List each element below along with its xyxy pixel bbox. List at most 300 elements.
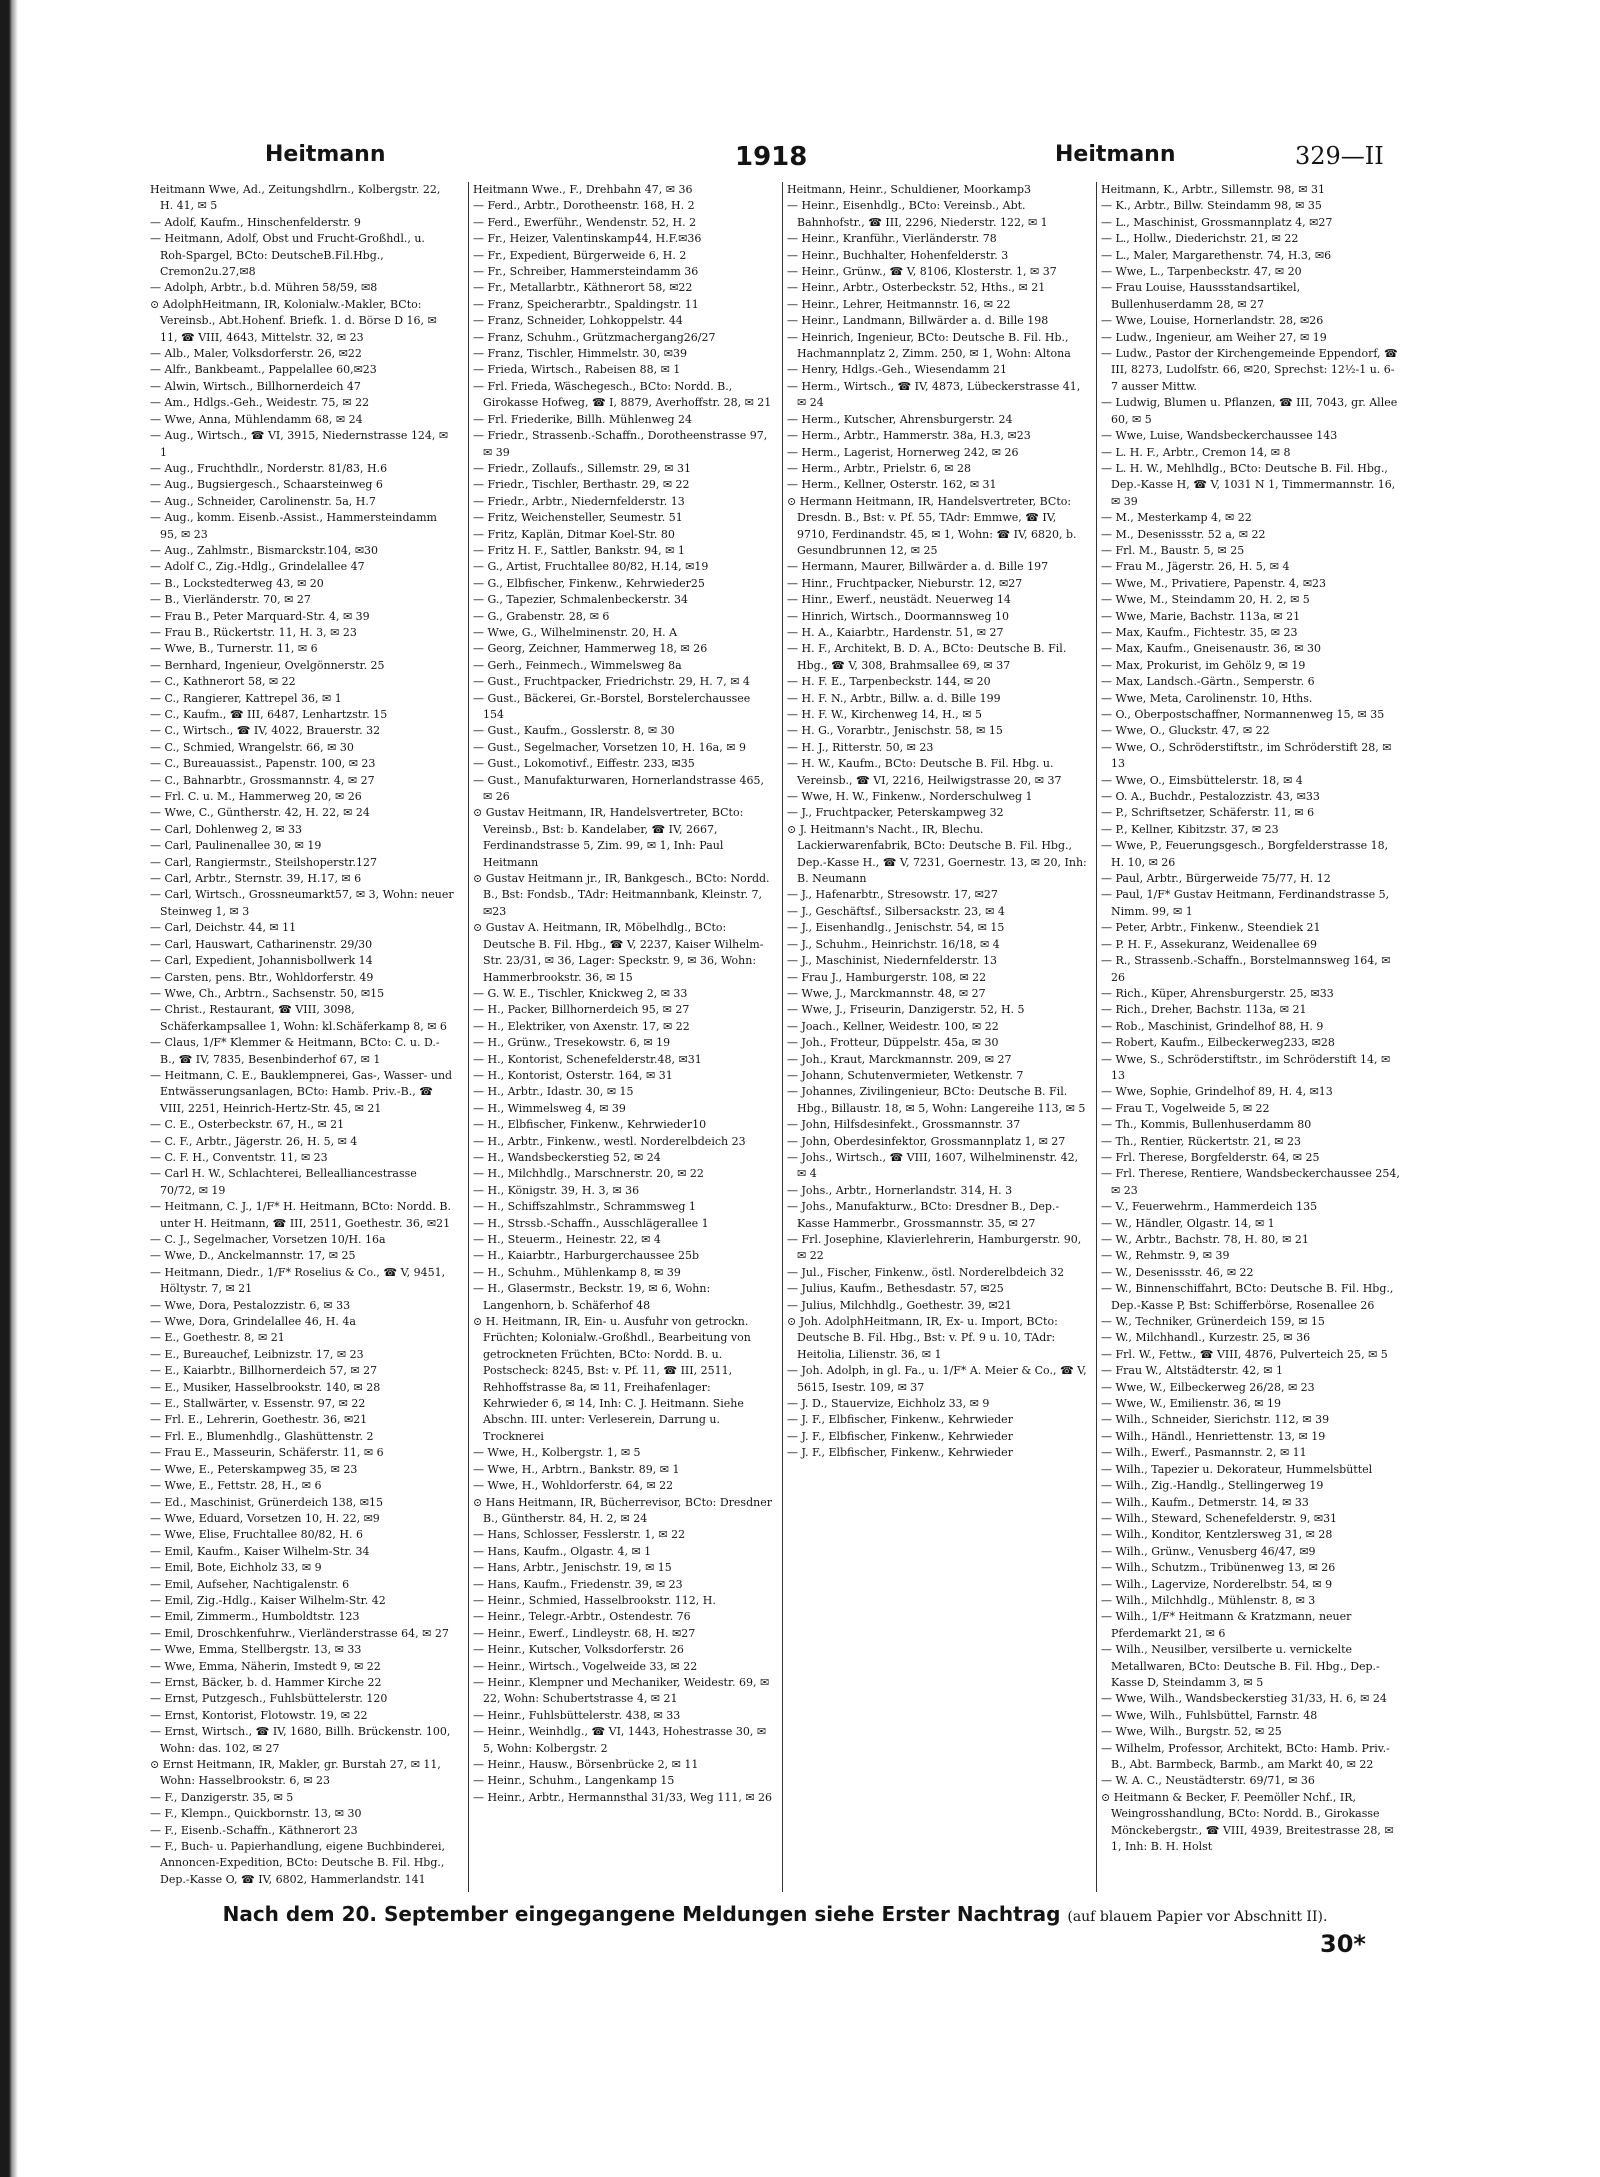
directory-entry: — Wilh., Lagervize, Norderelbstr. 54, ✉ 9 <box>1101 1577 1333 1591</box>
directory-entry: — Aug., komm. Eisenb.-Assist., Hammersteindamm 95, ✉ 23 <box>150 511 437 541</box>
directory-entry: — Wwe, M., Steindamm 20, H. 2, ✉ 5 <box>1101 593 1310 607</box>
directory-entry: — Wwe, Emma, Stellbergstr. 13, ✉ 33 <box>150 1643 362 1657</box>
directory-entry: — B., Vierländerstr. 70, ✉ 27 <box>150 593 311 607</box>
column-1 <box>150 182 454 1892</box>
directory-entry: — Wwe, E., Peterskampweg 35, ✉ 23 <box>150 1462 358 1476</box>
header-left-name: Heitmann <box>265 142 386 167</box>
directory-entry: — Wwe, Dora, Grindelallee 46, H. 4a <box>150 1315 356 1329</box>
directory-entry: ⊙ Gustav Heitmann, IR, Handelsvertreter, BCto: Vereinsb., Bst: b. Kandelaber, ☎ IV, 2667, Ferdinandstrasse 5, Zim. 99, ✉ 1, Inh: Paul Heitmann <box>473 806 744 869</box>
directory-entry: — H. F. E., Tarpenbeckstr. 144, ✉ 20 <box>787 675 991 689</box>
directory-entry: — Ferd., Arbtr., Dorotheenstr. 168, H. 2 <box>473 199 695 213</box>
directory-entry: — J., Schuhm., Heinrichstr. 16/18, ✉ 4 <box>787 937 1000 951</box>
directory-entry: — Friedr., Arbtr., Niedernfelderstr. 13 <box>473 494 685 508</box>
directory-entry: ⊙ Gustav A. Heitmann, IR, Möbelhdlg., BCto: Deutsche B. Fil. Hbg., ☎ V, 2237, Kaiser Wilhelm-Str. 23/31, ✉ 36, Lager: Speckstr. 9, ✉ 36, Wohn: Hammerbrookstr. 36, ✉ 15 <box>473 921 764 984</box>
directory-entry: — Franz, Speicherarbtr., Spaldingstr. 11 <box>473 297 699 311</box>
directory-entry: — Hinr., Fruchtpacker, Nieburstr. 12, ✉27 <box>787 576 1023 590</box>
directory-entry: — Johs., Manufakturw., BCto: Dresdner B., Dep.-Kasse Hammerbr., Grossmannstr. 35, ✉ 27 <box>787 1200 1060 1230</box>
directory-entry: — Frau M., Jägerstr. 26, H. 5, ✉ 4 <box>1101 560 1290 574</box>
directory-entry: — Frl. Therese, Borgfelderstr. 64, ✉ 25 <box>1101 1150 1320 1164</box>
directory-entry: — C. F., Arbtr., Jägerstr. 26, H. 5, ✉ 4 <box>150 1134 358 1148</box>
directory-entry: — Wwe, H. W., Finkenw., Norderschulweg 1 <box>787 790 1033 804</box>
directory-entry: — Wwe, M., Privatiere, Papenstr. 4, ✉23 <box>1101 576 1327 590</box>
directory-entry: — H., Steuerm., Heinestr. 22, ✉ 4 <box>473 1233 661 1246</box>
column-3 <box>782 182 1087 1892</box>
directory-entry: — W., Techniker, Grünerdeich 159, ✉ 15 <box>1101 1315 1325 1329</box>
directory-entry: — Wwe, Wilh., Fuhlsbüttel, Farnstr. 48 <box>1101 1708 1318 1722</box>
directory-entry: — Wilh., Grünw., Venusberg 46/47, ✉9 <box>1101 1544 1316 1558</box>
directory-entry: — Frau B., Rückertstr. 11, H. 3, ✉ 23 <box>150 625 357 639</box>
directory-entry: — Carl H. W., Schlachterei, Bellealliancestrasse 70/72, ✉ 19 <box>150 1167 417 1197</box>
footer-notice-text: Nach dem 20. September eingegangene Meldungen siehe Erster Nachtrag <box>222 1902 1061 1926</box>
directory-entry: — Gust., Lokomotivf., Eiffestr. 233, ✉35 <box>473 757 695 771</box>
directory-entry: — Frl. Friederike, Billh. Mühlenweg 24 <box>473 412 693 426</box>
directory-entry: — Wwe, Sophie, Grindelhof 89, H. 4, ✉13 <box>1101 1085 1333 1099</box>
directory-entry: — C., Schmied, Wrangelstr. 66, ✉ 30 <box>150 740 354 754</box>
directory-entry: — Rich., Dreher, Bachstr. 113a, ✉ 21 <box>1101 1003 1307 1017</box>
directory-entry: — Henry, Hdlgs.-Geh., Wiesendamm 21 <box>787 363 1007 377</box>
directory-entry: — Herm., Arbtr., Hammerstr. 38a, H.3, ✉23 <box>787 429 1031 443</box>
directory-entry: — Frau E., Masseurin, Schäferstr. 11, ✉ 6 <box>150 1446 384 1460</box>
directory-entry: — Frl. Frieda, Wäschegesch., BCto: Nordd. B., Girokasse Hofweg, ☎ I, 8879, Averhoffstr. 28, ✉ 21 <box>473 379 772 410</box>
directory-entry: ⊙ J. Heitmann's Nacht., IR, Blechu. Lackierwarenfabrik, BCto: Deutsche B. Fil. Hbg., Dep.-Kasse H., ☎ V, 7231, Goernestr. 13, ✉ 20, Inh: B. Neumann <box>787 822 1087 886</box>
directory-entry: — Heinr., Landmann, Billwärder a. d. Bille 198 <box>787 314 1049 328</box>
directory-entry: — Wwe, Dora, Pestalozzistr. 6, ✉ 33 <box>150 1298 351 1312</box>
column-4 <box>1096 182 1401 1892</box>
directory-entry: — Alwin, Wirtsch., Billhornerdeich 47 <box>150 379 361 393</box>
directory-entry: — Frl. E., Lehrerin, Goethestr. 36, ✉21 <box>150 1413 368 1427</box>
directory-entry: — Gerh., Feinmech., Wimmelsweg 8a <box>473 658 682 672</box>
directory-entry: — Carl, Wirtsch., Grossneumarkt57, ✉ 3, Wohn: neuer Steinweg 1, ✉ 3 <box>150 888 454 918</box>
directory-entry: — W., Milchhandl., Kurzestr. 25, ✉ 36 <box>1101 1331 1311 1345</box>
directory-entry: — L. H. W., Mehlhdlg., BCto: Deutsche B. Fil. Hbg., Dep.-Kasse H, ☎ V, 1031 N 1, Timmermannstr. 16, ✉ 39 <box>1101 461 1396 508</box>
directory-entry: — Heitmann, C. E., Bauklempnerei, Gas-, Wasser- und Entwässerungsanlagen, BCto: Hamb. Priv.-B., ☎ VIII, 2251, Heinrich-Hertz-Str. 45, ✉ 21 <box>150 1068 453 1115</box>
directory-entry: — H., Königstr. 39, H. 3, ✉ 36 <box>473 1183 640 1197</box>
directory-entry: — Wilh., Konditor, Kentzlersweg 31, ✉ 28 <box>1101 1528 1333 1542</box>
directory-entry: — Heinr., Wirtsch., Vogelweide 33, ✉ 22 <box>473 1659 698 1673</box>
directory-entry: — Wwe, Elise, Fruchtallee 80/82, H. 6 <box>150 1528 363 1542</box>
directory-entry: — Peter, Arbtr., Finkenw., Steendiek 21 <box>1101 921 1321 935</box>
directory-entry: — W., Rehmstr. 9, ✉ 39 <box>1101 1249 1230 1263</box>
directory-entry: — Heinr., Eisenhdlg., BCto: Vereinsb., Abt. Bahnhofstr., ☎ III, 2296, Niederstr. 122, ✉ 1 <box>787 199 1048 229</box>
directory-entry: — Heinr., Buchhalter, Hohenfelderstr. 3 <box>787 248 1009 262</box>
directory-entry: — Emil, Zig.-Hdlg., Kaiser Wilhelm-Str. 42 <box>150 1593 386 1607</box>
directory-entry: — H., Wimmelsweg 4, ✉ 39 <box>473 1101 626 1115</box>
directory-entry: — H. F. N., Arbtr., Billw. a. d. Bille 199 <box>787 691 1001 705</box>
header-year: 1918 <box>735 142 808 172</box>
directory-entry: — Heinr., Arbtr., Osterbeckstr. 52, Hths., ✉ 21 <box>787 281 1046 295</box>
directory-entry: — Herm., Wirtsch., ☎ IV, 4873, Lübeckerstrasse 41, ✉ 24 <box>787 379 1081 410</box>
directory-entry: — Frau Louise, Haussstandsartikel, Bullenhuserdamm 28, ✉ 27 <box>1101 281 1301 311</box>
directory-entry: — H. J., Ritterstr. 50, ✉ 23 <box>787 740 934 754</box>
directory-entry: — F., Danzigerstr. 35, ✉ 5 <box>150 1790 294 1804</box>
directory-entry: — H., Arbtr., Idastr. 30, ✉ 15 <box>473 1085 634 1099</box>
directory-entry: — Heinr., Weinhdlg., ☎ VI, 1443, Hohestrasse 30, ✉ 5, Wohn: Kolbergstr. 2 <box>473 1725 767 1755</box>
directory-entry: — Wilh., Milchhdlg., Mühlenstr. 8, ✉ 3 <box>1101 1593 1316 1607</box>
directory-entry: — C. F. H., Conventstr. 11, ✉ 23 <box>150 1150 328 1164</box>
directory-entry: — Wwe, H., Kolbergstr. 1, ✉ 5 <box>473 1446 641 1460</box>
directory-entry: — H. F., Architekt, B. D. A., BCto: Deutsche B. Fil. Hbg., ☎ V, 308, Brahmsallee 69, ✉ 37 <box>787 642 1067 672</box>
directory-entry: — E., Bureauchef, Leibnizstr. 17, ✉ 23 <box>150 1347 364 1361</box>
directory-entry: — C. J., Segelmacher, Vorsetzen 10/H. 16a <box>150 1233 386 1246</box>
directory-entry: — J. D., Stauervize, Eichholz 33, ✉ 9 <box>787 1397 990 1411</box>
directory-entry: ⊙ Gustav Heitmann jr., IR, Bankgesch., BCto: Nordd. B., Bst: Fondsb., TAdr: Heitmannbank, Kleinstr. 7, ✉23 <box>473 872 770 918</box>
directory-entry: — Rich., Küper, Ahrensburgerstr. 25, ✉33 <box>1101 986 1334 1000</box>
directory-entry: — J., Geschäftsf., Silbersackstr. 23, ✉ 4 <box>787 904 1005 918</box>
directory-entry: — H., Wandsbeckerstieg 52, ✉ 24 <box>473 1150 661 1164</box>
directory-entry: — F., Eisenb.-Schaffn., Käthnerort 23 <box>150 1823 358 1837</box>
directory-entry: — Hans, Kaufm., Friedenstr. 39, ✉ 23 <box>473 1577 683 1591</box>
directory-entry: — Joh. Adolph, in gl. Fa., u. 1/F* A. Meier & Co., ☎ V, 5615, Isestr. 109, ✉ 37 <box>787 1364 1087 1394</box>
directory-entry: — Frau T., Vogelweide 5, ✉ 22 <box>1101 1101 1270 1115</box>
directory-entry: — Wwe, O., Gluckstr. 47, ✉ 22 <box>1101 724 1270 738</box>
directory-entry: — H., Elektriker, von Axenstr. 17, ✉ 22 <box>473 1019 690 1033</box>
directory-entry: — Johs., Wirtsch., ☎ VIII, 1607, Wilhelminenstr. 42, ✉ 4 <box>787 1150 1079 1181</box>
directory-entry: — Frl. C. u. M., Hammerweg 20, ✉ 26 <box>150 790 362 804</box>
page-header <box>150 142 1400 182</box>
directory-entry: — Fritz, Weichensteller, Seumestr. 51 <box>473 511 683 525</box>
directory-entry: — H. G., Vorarbtr., Jenischstr. 58, ✉ 15 <box>787 724 1003 738</box>
directory-entry: — P., Kellner, Kibitzstr. 37, ✉ 23 <box>1101 822 1279 836</box>
directory-entry: ⊙ AdolphHeitmann, IR, Kolonialw.-Makler, BCto: Vereinsb., Abt.Hohenf. Briefk. 1. d. Börse D 16, ✉ 11, ☎ VIII, 4643, Mittelstr. 32, ✉ 23 <box>150 297 437 344</box>
header-page-number: 329—II <box>1295 142 1384 170</box>
directory-entry: — E., Stallwärter, v. Essenstr. 97, ✉ 22 <box>150 1397 366 1411</box>
directory-entry: — Wwe, Marie, Bachstr. 113a, ✉ 21 <box>1101 609 1301 623</box>
footer-note: (auf blauem Papier vor Abschnitt II). <box>1067 1909 1328 1925</box>
directory-entry: ⊙ Ernst Heitmann, IR, Makler, gr. Burstah 27, ✉ 11, Wohn: Hasselbrookstr. 6, ✉ 23 <box>150 1758 441 1788</box>
directory-entry: — Franz, Schuhm., Grützmachergang26/27 <box>473 330 716 344</box>
directory-entry: — Carl, Arbtr., Sternstr. 39, H.17, ✉ 6 <box>150 872 362 886</box>
directory-entry: — Heinr., Schmied, Hasselbrookstr. 112, H. <box>473 1593 716 1607</box>
footer-notice <box>150 1902 1400 1932</box>
directory-entry: — Ernst, Bäcker, b. d. Hammer Kirche 22 <box>150 1675 382 1689</box>
directory-entry: — Bernhard, Ingenieur, Ovelgönnerstr. 25 <box>150 658 385 672</box>
directory-entry: — Wwe, Wilh., Wandsbeckerstieg 31/33, H. 6, ✉ 24 <box>1101 1692 1387 1706</box>
directory-entry: — H., Packer, Billhornerdeich 95, ✉ 27 <box>473 1003 690 1017</box>
directory-entry: — Alfr., Bankbeamt., Pappelallee 60,✉23 <box>150 363 377 377</box>
directory-entry: — Carsten, pens. Btr., Wohldorferstr. 49 <box>150 970 374 984</box>
directory-entry: — Wwe, Louise, Hornerlandstr. 28, ✉26 <box>1101 314 1324 328</box>
directory-entry: — Georg, Zeichner, Hammerweg 18, ✉ 26 <box>473 642 708 656</box>
directory-entry: — Wwe, J., Marckmannstr. 48, ✉ 27 <box>787 986 986 1000</box>
directory-entry: — Franz, Tischler, Himmelstr. 30, ✉39 <box>473 347 687 361</box>
directory-entry: — L., Maschinist, Grossmannplatz 4, ✉27 <box>1101 215 1333 229</box>
directory-entry: — Johann, Schutenvermieter, Wetkenstr. 7 <box>787 1068 1024 1082</box>
directory-entry: — Wwe, C., Güntherstr. 42, H. 22, ✉ 24 <box>150 806 370 820</box>
directory-entry: — L. H. F., Arbtr., Cremon 14, ✉ 8 <box>1101 445 1291 459</box>
directory-entry: ⊙ Hermann Heitmann, IR, Handelsvertreter, BCto: Dresdn. B., Bst: v. Pf. 55, TAdr: Emmwe, ☎ IV, 9710, Ferdinandstr. 45, ✉ 1, Wohn: ☎ IV, 6820, b. Gesundbrunnen 12, ✉ 25 <box>787 494 1077 557</box>
directory-entry: — Wwe, H., Arbtrn., Bankstr. 89, ✉ 1 <box>473 1462 680 1476</box>
directory-entry: — Wilh., Händl., Henriettenstr. 13, ✉ 19 <box>1101 1429 1326 1443</box>
directory-entry: — H., Milchhdlg., Marschnerstr. 20, ✉ 22 <box>473 1167 704 1181</box>
directory-entry: — Alb., Maler, Volksdorferstr. 26, ✉22 <box>150 347 362 361</box>
directory-entry: — Heinr., Kranführ., Vierländerstr. 78 <box>787 232 997 246</box>
directory-entry: — Carl, Rangiermstr., Steilshoperstr.127 <box>150 855 378 869</box>
directory-entry: — C., Wirtsch., ☎ IV, 4022, Brauerstr. 32 <box>150 724 381 738</box>
directory-entry: — H., Strssb.-Schaffn., Ausschlägerallee 1 <box>473 1216 709 1230</box>
directory-entry: — M., Desenissstr. 52 a, ✉ 22 <box>1101 527 1266 541</box>
directory-entry: — C., Kathnerort 58, ✉ 22 <box>150 675 296 689</box>
directory-entry: — Fr., Schreiber, Hammersteindamm 36 <box>473 265 699 279</box>
directory-entry: — Hans, Schlosser, Fesslerstr. 1, ✉ 22 <box>473 1528 686 1542</box>
directory-entry: — Wilh., Tapezier u. Dekorateur, Hummelsbüttel <box>1101 1462 1373 1476</box>
directory-entry: — J. F., Elbfischer, Finkenw., Kehrwieder <box>787 1446 1013 1460</box>
directory-entry: — Heinr., Arbtr., Hermannsthal 31/33, Weg 111, ✉ 26 <box>473 1790 773 1804</box>
directory-entry: — Wilh., Schutzm., Tribünenweg 13, ✉ 26 <box>1101 1561 1336 1575</box>
directory-entry: — Adolf C., Zig.-Hdlg., Grindelallee 47 <box>150 560 365 574</box>
directory-entry: — G., Tapezier, Schmalenbeckerstr. 34 <box>473 593 688 607</box>
directory-entry: — Wwe, O., Eimsbüttelerstr. 18, ✉ 4 <box>1101 773 1303 787</box>
directory-entry: — G. W. E., Tischler, Knickweg 2, ✉ 33 <box>473 986 688 1000</box>
directory-entry: — Herm., Lagerist, Hornerweg 242, ✉ 26 <box>787 445 1019 459</box>
directory-entry: — R., Strassenb.-Schaffn., Borstelmannsweg 164, ✉ 26 <box>1101 954 1391 984</box>
directory-entry: — B., Lockstedterweg 43, ✉ 20 <box>150 576 324 590</box>
directory-entry: — M., Mesterkamp 4, ✉ 22 <box>1101 511 1252 525</box>
directory-entry: — Wilh., Schneider, Sierichstr. 112, ✉ 39 <box>1101 1413 1330 1427</box>
directory-entry: — J., Fruchtpacker, Peterskampweg 32 <box>787 806 1004 820</box>
directory-entry: — H., Glasermstr., Beckstr. 19, ✉ 6, Wohn: Langenhorn, b. Schäferhof 48 <box>473 1282 711 1312</box>
directory-entry: — Aug., Schneider, Carolinenstr. 5a, H.7 <box>150 494 376 508</box>
directory-entry: — C. E., Osterbeckstr. 67, H., ✉ 21 <box>150 1118 345 1132</box>
directory-entry: — Max, Landsch.-Gärtn., Semperstr. 6 <box>1101 675 1315 689</box>
directory-entry: — Wwe, W., Eilbeckerweg 26/28, ✉ 23 <box>1101 1380 1315 1394</box>
directory-entry: — C., Bureauassist., Papenstr. 100, ✉ 23 <box>150 757 376 771</box>
directory-page <box>150 130 1400 1960</box>
directory-entry: — Adolf, Kaufm., Hinschenfelderstr. 9 <box>150 215 361 229</box>
directory-entry: — J., Eisenhandlg., Jenischstr. 54, ✉ 15 <box>787 921 1005 935</box>
directory-entry: — Jul., Fischer, Finkenw., östl. Norderelbdeich 32 <box>787 1265 1065 1279</box>
directory-entry: — Gust., Manufakturwaren, Hornerlandstrasse 465, ✉ 26 <box>473 773 764 804</box>
directory-entry: — John, Hilfsdesinfekt., Grossmannstr. 37 <box>787 1118 1021 1132</box>
directory-entry: — V., Feuerwehrm., Hammerdeich 135 <box>1101 1200 1318 1214</box>
directory-entry: — H., Kontorist, Osterstr. 164, ✉ 31 <box>473 1068 673 1082</box>
directory-entry: — Frau W., Altstädterstr. 42, ✉ 1 <box>1101 1364 1283 1378</box>
directory-entry: — C., Kaufm., ☎ III, 6487, Lenhartzstr. 15 <box>150 708 388 721</box>
directory-entry: — F., Klempn., Quickbornstr. 13, ✉ 30 <box>150 1807 362 1821</box>
directory-entry: — H., Schiffszahlmstr., Schrammsweg 1 <box>473 1200 696 1214</box>
directory-entry: — Gust., Bäckerei, Gr.-Borstel, Borstelerchaussee 154 <box>473 691 751 721</box>
directory-entry: — H. W., Kaufm., BCto: Deutsche B. Fil. Hbg. u. Vereinsb., ☎ VI, 2216, Heilwigstrasse 20, ✉ 37 <box>787 757 1062 787</box>
directory-entry: — Julius, Kaufm., Bethesdastr. 57, ✉25 <box>787 1282 1004 1296</box>
directory-entry: — Ed., Maschinist, Grünerdeich 138, ✉15 <box>150 1495 383 1509</box>
directory-entry: — H., Kaiarbtr., Harburgerchaussee 25b <box>473 1249 700 1263</box>
scan-edge <box>0 0 18 2177</box>
entry-columns <box>150 182 1400 1892</box>
directory-entry: — E., Kaiarbtr., Billhornerdeich 57, ✉ 27 <box>150 1364 378 1378</box>
directory-entry: — Christ., Restaurant, ☎ VIII, 3098, Schäferkampsallee 1, Wohn: kl.Schäferkamp 8, ✉ 6 <box>150 1003 447 1033</box>
directory-entry: Heitmann Wwe, Ad., Zeitungshdlrn., Kolbergstr. 22, H. 41, ✉ 5 <box>150 183 441 213</box>
directory-entry: — Heinr., Lehrer, Heitmannstr. 16, ✉ 22 <box>787 297 1011 311</box>
directory-entry: — Ferd., Ewerführ., Wendenstr. 52, H. 2 <box>473 215 697 229</box>
directory-entry: — Aug., Zahlmstr., Bismarckstr.104, ✉30 <box>150 543 379 557</box>
directory-entry: — H., Arbtr., Finkenw., westl. Norderelbdeich 23 <box>473 1134 746 1148</box>
directory-entry: — Emil, Aufseher, Nachtigalenstr. 6 <box>150 1577 350 1591</box>
directory-entry: — Wwe, G., Wilhelminenstr. 20, H. A <box>473 625 678 639</box>
directory-entry: — Hans, Kaufm., Olgastr. 4, ✉ 1 <box>473 1544 652 1558</box>
directory-entry: — H. A., Kaiarbtr., Hardenstr. 51, ✉ 27 <box>787 625 1004 639</box>
directory-entry: — Wwe, L., Tarpenbeckstr. 47, ✉ 20 <box>1101 265 1302 279</box>
directory-entry: — G., Grabenstr. 28, ✉ 6 <box>473 609 610 623</box>
column-2 <box>468 182 773 1892</box>
directory-entry: — Fr., Heizer, Valentinskamp44, H.F.✉36 <box>473 232 702 246</box>
directory-entry: — Max, Kaufm., Fichtestr. 35, ✉ 23 <box>1101 625 1298 639</box>
directory-entry: — K., Arbtr., Billw. Steindamm 98, ✉ 35 <box>1101 199 1322 213</box>
directory-entry: — L., Hollw., Diederichstr. 21, ✉ 22 <box>1101 232 1299 246</box>
directory-entry: — Joh., Frotteur, Düppelstr. 45a, ✉ 30 <box>787 1036 999 1050</box>
directory-entry: — Heitmann, C. J., 1/F* H. Heitmann, BCto: Nordd. B. unter H. Heitmann, ☎ III, 2511, Goethestr. 36, ✉21 <box>150 1200 451 1230</box>
directory-entry: — Frl. W., Fettw., ☎ VIII, 4876, Pulverteich 25, ✉ 5 <box>1101 1347 1388 1361</box>
directory-entry: — Wilh., Kaufm., Detmerstr. 14, ✉ 33 <box>1101 1495 1309 1509</box>
directory-entry: — F., Buch- u. Papierhandlung, eigene Buchbinderei, Annoncen-Expedition, BCto: Deutsche B. Fil. Hbg., Dep.-Kasse O, ☎ IV, 6802, Hammerlandstr. 141 <box>150 1840 445 1886</box>
directory-entry: — Max, Prokurist, im Gehölz 9, ✉ 19 <box>1101 658 1306 672</box>
directory-entry: — Heinr., Schuhm., Langenkamp 15 <box>473 1774 675 1788</box>
directory-entry: — Emil, Droschkenfuhrw., Vierländerstrasse 64, ✉ 27 <box>150 1626 449 1640</box>
directory-entry: — Wilh., Ewerf., Pasmannstr. 2, ✉ 11 <box>1101 1446 1307 1460</box>
directory-entry: — Herm., Kellner, Osterstr. 162, ✉ 31 <box>787 478 997 492</box>
directory-entry: — Am., Hdlgs.-Geh., Weidestr. 75, ✉ 22 <box>150 396 370 410</box>
directory-entry: — E., Musiker, Hasselbrookstr. 140, ✉ 28 <box>150 1380 381 1394</box>
sheet-mark: 30* <box>1320 1930 1366 1958</box>
directory-entry: — W., Händler, Olgastr. 14, ✉ 1 <box>1101 1216 1275 1230</box>
directory-entry: — Fr., Metallarbtr., Käthnerort 58, ✉22 <box>473 281 693 295</box>
directory-entry: — Wwe, E., Fettstr. 28, H., ✉ 6 <box>150 1479 322 1493</box>
directory-entry: — Friedr., Strassenb.-Schaffn., Dorotheenstrasse 97, ✉ 39 <box>473 429 768 459</box>
directory-entry: — Wwe, Meta, Carolinenstr. 10, Hths. <box>1101 691 1313 705</box>
directory-entry: — H. F. W., Kirchenweg 14, H., ✉ 5 <box>787 708 982 721</box>
directory-entry: — Frau J., Hamburgerstr. 108, ✉ 22 <box>787 970 987 984</box>
directory-entry: — J., Hafenarbtr., Stresowstr. 17, ✉27 <box>787 888 998 902</box>
directory-entry: — Heinr., Ewerf., Lindleystr. 68, H. ✉27 <box>473 1626 696 1640</box>
directory-entry: — Claus, 1/F* Klemmer & Heitmann, BCto: C. u. D.-B., ☎ IV, 7835, Besenbinderhof 67, ✉ 1 <box>150 1036 440 1066</box>
directory-entry: — Fritz, Kaplän, Ditmar Koel-Str. 80 <box>473 527 675 541</box>
directory-entry: — Frl. M., Baustr. 5, ✉ 25 <box>1101 543 1245 557</box>
directory-entry: — Hermann, Maurer, Billwärder a. d. Bille 197 <box>787 560 1049 574</box>
directory-entry: — John, Oberdesinfektor, Grossmannplatz 1, ✉ 27 <box>787 1134 1066 1148</box>
directory-entry: — Gust., Segelmacher, Vorsetzen 10, H. 16a, ✉ 9 <box>473 740 746 754</box>
directory-entry: — Franz, Schneider, Lohkoppelstr. 44 <box>473 314 683 328</box>
directory-entry: — Ludwig, Blumen u. Pflanzen, ☎ III, 7043, gr. Allee 60, ✉ 5 <box>1101 396 1398 426</box>
directory-entry: — Joh., Kraut, Marckmannstr. 209, ✉ 27 <box>787 1052 1012 1066</box>
header-right-name: Heitmann <box>1055 142 1176 167</box>
directory-entry: — Wilh., Neusilber, versilberte u. vernickelte Metallwaren, BCto: Deutsche B. Fil. Hbg., Dep.-Kasse D, Steindamm 3, ✉ 5 <box>1101 1643 1380 1689</box>
directory-entry: — Fr., Expedient, Bürgerweide 6, H. 2 <box>473 248 687 262</box>
directory-entry: ⊙ Joh. AdolphHeitmann, IR, Ex- u. Import, BCto: Deutsche B. Fil. Hbg., Bst: v. Pf. 9 u. 10, TAdr: Heitolia, Lilienstr. 36, ✉ 1 <box>787 1315 1058 1361</box>
directory-entry: — Heinr., Telegr.-Arbtr., Ostendestr. 76 <box>473 1610 691 1624</box>
directory-entry: — Johannes, Zivilingenieur, BCto: Deutsche B. Fil. Hbg., Billaustr. 18, ✉ 5, Wohn: Langereihe 113, ✉ 5 <box>787 1085 1086 1115</box>
directory-entry: — Ernst, Putzgesch., Fuhlsbüttelerstr. 120 <box>150 1692 388 1706</box>
directory-entry: — Wwe, D., Anckelmannstr. 17, ✉ 25 <box>150 1249 356 1263</box>
directory-entry: — Th., Rentier, Rückertstr. 21, ✉ 23 <box>1101 1134 1301 1148</box>
directory-entry: — Hans, Arbtr., Jenischstr. 19, ✉ 15 <box>473 1561 672 1575</box>
directory-entry: — Friedr., Zollaufs., Sillemstr. 29, ✉ 31 <box>473 461 691 475</box>
directory-entry: — Emil, Kaufm., Kaiser Wilhelm-Str. 34 <box>150 1544 370 1558</box>
directory-entry: — Robert, Kaufm., Eilbeckerweg233, ✉28 <box>1101 1036 1335 1050</box>
directory-entry: — Hinr., Ewerf., neustädt. Neuerweg 14 <box>787 593 1011 607</box>
directory-entry: — Adolph, Arbtr., b.d. Mühren 58/59, ✉8 <box>150 281 378 295</box>
directory-entry: — Joach., Kellner, Weidestr. 100, ✉ 22 <box>787 1019 999 1033</box>
directory-entry: — Heitmann, Adolf, Obst und Frucht-Großhdl., u. Roh-Spargel, BCto: DeutscheB.Fil.Hbg., Cremon2u.27,✉8 <box>150 232 425 279</box>
directory-entry: — Heitmann, Diedr., 1/F* Roselius & Co., ☎ V, 9451, Höltystr. 7, ✉ 21 <box>150 1265 446 1296</box>
directory-entry: — Frau B., Peter Marquard-Str. 4, ✉ 39 <box>150 609 370 623</box>
directory-entry: — J. F., Elbfischer, Finkenw., Kehrwieder <box>787 1413 1013 1427</box>
directory-entry: — Paul, 1/F* Gustav Heitmann, Ferdinandstrasse 5, Nimm. 99, ✉ 1 <box>1101 888 1390 918</box>
directory-entry: — Fritz H. F., Sattler, Bankstr. 94, ✉ 1 <box>473 543 685 557</box>
directory-entry: — Carl, Paulinenallee 30, ✉ 19 <box>150 839 322 853</box>
directory-entry: — L., Maler, Margarethenstr. 74, H.3, ✉6 <box>1101 248 1332 262</box>
directory-entry: — O., Oberpostschaffner, Normannenweg 15, ✉ 35 <box>1101 708 1385 721</box>
directory-entry: — Wwe, H., Wohldorferstr. 64, ✉ 22 <box>473 1479 674 1493</box>
directory-entry: — Wilh., 1/F* Heitmann & Kratzmann, neuer Pferdemarkt 21, ✉ 6 <box>1101 1610 1352 1640</box>
directory-entry: — Heinr., Hausw., Börsenbrücke 2, ✉ 11 <box>473 1758 699 1771</box>
directory-entry: — Wwe, J., Friseurin, Danzigerstr. 52, H. 5 <box>787 1003 1025 1017</box>
directory-entry: ⊙ Heitmann & Becker, F. Peemöller Nchf., IR, Weingrosshandlung, BCto: Nordd. B., Girokasse Mönckebergstr., ☎ VIII, 4939, Breitestrasse 28, ✉ 1, Inh: B. H. Holst <box>1101 1790 1394 1854</box>
directory-entry: — Wilhelm, Professor, Architekt, BCto: Hamb. Priv.-B., Abt. Barmbeck, Barmb., am Markt 40, ✉ 22 <box>1101 1741 1390 1771</box>
directory-entry: — Julius, Milchhdlg., Goethestr. 39, ✉21 <box>787 1298 1012 1312</box>
directory-entry: — Frl. Therese, Rentiere, Wandsbeckerchaussee 254, ✉ 23 <box>1101 1167 1400 1197</box>
directory-entry: — H., Kontorist, Schenefelderstr.48, ✉31 <box>473 1052 702 1066</box>
directory-entry: Heitmann Wwe., F., Drehbahn 47, ✉ 36 <box>473 183 693 196</box>
directory-entry: — W., Binnenschiffahrt, BCto: Deutsche B. Fil. Hbg., Dep.-Kasse P, Bst: Schifferbörse, Rosenallee 26 <box>1101 1282 1394 1312</box>
directory-entry: — Wilh., Steward, Schenefelderstr. 9, ✉31 <box>1101 1511 1338 1525</box>
directory-entry: — H., Schuhm., Mühlenkamp 8, ✉ 39 <box>473 1265 681 1279</box>
directory-entry: — Wwe, B., Turnerstr. 11, ✉ 6 <box>150 642 318 656</box>
directory-entry: — Frieda, Wirtsch., Rabeisen 88, ✉ 1 <box>473 363 681 377</box>
directory-entry: — E., Goethestr. 8, ✉ 21 <box>150 1331 285 1345</box>
directory-entry: — C., Bahnarbtr., Grossmannstr. 4, ✉ 27 <box>150 773 375 787</box>
directory-entry: — W. A. C., Neustädterstr. 69/71, ✉ 36 <box>1101 1774 1315 1788</box>
directory-entry: — Carl, Expedient, Johannisbollwerk 14 <box>150 954 373 968</box>
directory-entry: — G., Artist, Fruchtallee 80/82, H.14, ✉19 <box>473 560 709 574</box>
directory-entry: — Emil, Zimmerm., Humboldtstr. 123 <box>150 1610 360 1624</box>
directory-entry: — Ludw., Ingenieur, am Weiher 27, ✉ 19 <box>1101 330 1327 344</box>
directory-entry: — Frl. Josephine, Klavierlehrerin, Hamburgerstr. 90, ✉ 22 <box>787 1233 1082 1263</box>
directory-entry: — Wwe, Anna, Mühlendamm 68, ✉ 24 <box>150 412 363 426</box>
directory-entry: — H., Grünw., Tresekowstr. 6, ✉ 19 <box>473 1036 671 1050</box>
directory-entry: — Wwe, Eduard, Vorsetzen 10, H. 22, ✉9 <box>150 1511 380 1525</box>
directory-entry: — Max, Kaufm., Gneisenaustr. 36, ✉ 30 <box>1101 642 1321 656</box>
directory-entry: — W., Desenissstr. 46, ✉ 22 <box>1101 1265 1254 1279</box>
directory-entry: — Aug., Wirtsch., ☎ VI, 3915, Niedernstrasse 124, ✉ 1 <box>150 429 449 459</box>
directory-entry: — Heinr., Grünw., ☎ V, 8106, Klosterstr. 1, ✉ 37 <box>787 265 1057 279</box>
directory-entry: — Wwe, O., Schröderstiftstr., im Schröderstift 28, ✉ 13 <box>1101 740 1392 771</box>
directory-entry: — Herm., Kutscher, Ahrensburgerstr. 24 <box>787 412 1013 426</box>
directory-entry: — Wwe, P., Feuerungsgesch., Borgfelderstrasse 18, H. 10, ✉ 26 <box>1101 839 1389 869</box>
directory-entry: — Wwe, Luise, Wandsbeckerchaussee 143 <box>1101 429 1338 443</box>
directory-entry: Heitmann, K., Arbtr., Sillemstr. 98, ✉ 31 <box>1101 183 1325 196</box>
directory-entry: — Frl. E., Blumenhdlg., Glashüttenstr. 2 <box>150 1429 374 1443</box>
directory-entry: — Wilh., Zig.-Handlg., Stellingerweg 19 <box>1101 1479 1324 1493</box>
directory-entry: — Herm., Arbtr., Prielstr. 6, ✉ 28 <box>787 461 971 475</box>
directory-entry: Heitmann, Heinr., Schuldiener, Moorkamp3 <box>787 183 1031 196</box>
directory-entry: — W., Arbtr., Bachstr. 78, H. 80, ✉ 21 <box>1101 1233 1309 1246</box>
directory-entry: — Ludw., Pastor der Kirchengemeinde Eppendorf, ☎ III, 8273, Ludolfstr. 66, ✉20, Sprechst: 12½-1 u. 6-7 ausser Mittw. <box>1101 347 1398 393</box>
directory-entry: — Gust., Kaufm., Gosslerstr. 8, ✉ 30 <box>473 724 675 738</box>
directory-entry: — Heinr., Kutscher, Volksdorferstr. 26 <box>473 1643 684 1657</box>
directory-entry: — Ernst, Kontorist, Flotowstr. 19, ✉ 22 <box>150 1708 368 1722</box>
directory-entry: — P., Schriftsetzer, Schäferstr. 11, ✉ 6 <box>1101 806 1315 820</box>
directory-entry: — O. A., Buchdr., Pestalozzistr. 43, ✉33 <box>1101 790 1320 804</box>
directory-entry: — Heinrich, Ingenieur, BCto: Deutsche B. Fil. Hb., Hachmannplatz 2, Zimm. 250, ✉ 1, Wohn: Altona <box>787 330 1071 361</box>
directory-entry: — Friedr., Tischler, Berthastr. 29, ✉ 22 <box>473 478 690 492</box>
directory-entry: — Wwe, Wilh., Burgstr. 52, ✉ 25 <box>1101 1725 1282 1739</box>
directory-entry: — Carl, Hauswart, Catharinenstr. 29/30 <box>150 937 373 951</box>
directory-entry: ⊙ H. Heitmann, IR, Ein- u. Ausfuhr von getrockn. Früchten; Kolonialw.-Großhdl., Bearbeitung von getrockneten Früchten, BCto: Nordd. B. u. Postscheck: 8245, Bst: v. Pf. 11, ☎ III, 2511, Rehhoffstrasse 8a, ✉ 11, Freihafenlager: Kehrwieder 6, ✉ 14, Inh: C. J. Heitmann. Siehe Abschn. III. unter: Verleserein, Darrung u. Trocknerei <box>473 1315 751 1443</box>
directory-entry: — Carl, Deichstr. 44, ✉ 11 <box>150 921 297 935</box>
directory-entry: — Rob., Maschinist, Grindelhof 88, H. 9 <box>1101 1019 1324 1033</box>
directory-entry: — Paul, Arbtr., Bürgerweide 75/77, H. 12 <box>1101 872 1331 886</box>
directory-entry: — Carl, Dohlenweg 2, ✉ 33 <box>150 822 303 836</box>
directory-entry: — Heinr., Klempner und Mechaniker, Weidestr. 69, ✉ 22, Wohn: Schubertstrasse 4, ✉ 21 <box>473 1675 770 1706</box>
directory-entry: — P. H. F., Assekuranz, Weidenallee 69 <box>1101 937 1318 951</box>
